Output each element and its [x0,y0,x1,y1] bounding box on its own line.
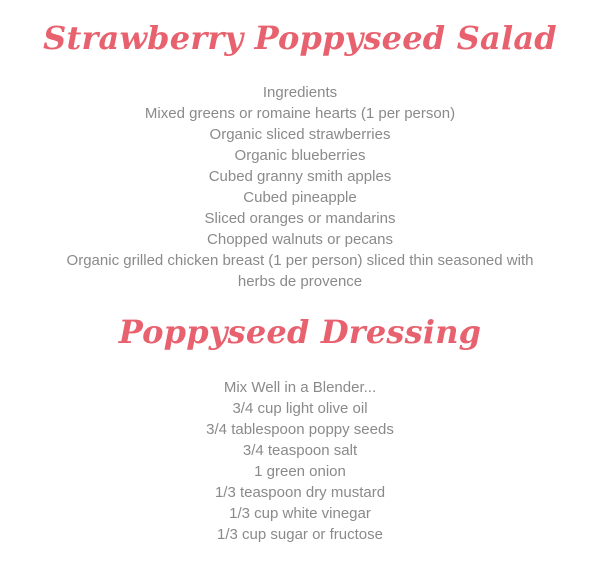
recipe-title: Strawberry Poppyseed Salad [43,19,557,57]
ingredients-heading: Ingredients [262,84,338,101]
ingredient-item: herbs de provence [237,273,363,290]
ingredient-item: Organic blueberries [234,147,366,164]
ingredient-item: Cubed pineapple [243,189,357,206]
dressing-item: 1/3 cup sugar or fructose [217,526,383,543]
dressing-title: Poppyseed Dressing [118,313,482,351]
ingredient-item: Mixed greens or romaine hearts (1 per person) [144,105,456,122]
dressing-item: 3/4 cup light olive oil [232,400,368,417]
ingredient-item: Sliced oranges or mandarins [204,210,396,227]
dressing-item: 1/3 cup white vinegar [229,505,371,522]
ingredients-list [20,82,580,292]
dressing-instruction: Mix Well in a Blender... [223,379,377,396]
dressing-list [20,377,580,545]
dressing-item: 3/4 teaspoon salt [242,442,358,459]
ingredient-item: Cubed granny smith apples [208,168,392,185]
ingredient-item: Organic grilled chicken breast (1 per person) sliced thin seasoned with [66,252,534,269]
dressing-item: 1/3 teaspoon dry mustard [214,484,386,501]
ingredient-item: Organic sliced strawberries [209,126,391,143]
dressing-item: 3/4 tablespoon poppy seeds [206,421,394,438]
ingredient-item: Chopped walnuts or pecans [207,231,393,248]
dressing-item: 1 green onion [254,463,346,480]
